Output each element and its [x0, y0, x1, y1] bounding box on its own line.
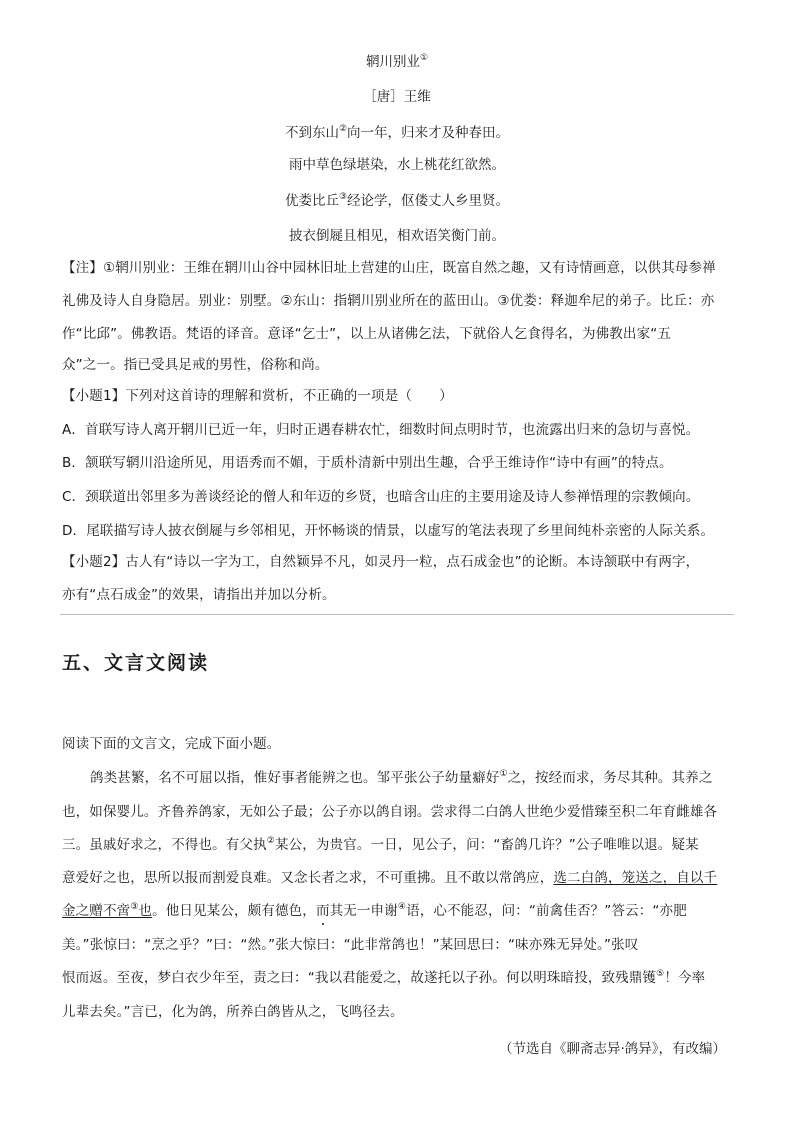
- section-divider: [60, 614, 734, 615]
- footnote-marker: ⑤: [656, 969, 665, 979]
- note-line: 作“比邱”。佛教语。梵语的译音。意译“乞士”，以上从诸佛乞法，下就俗人乞食得名，为佛教出家“五: [62, 326, 672, 342]
- option-c: C．颈联道出邻里多为善谈经论的僧人和年迈的乡贤，也暗含山庄的主要用途及诗人参禅悟理的宗教倾向。: [62, 489, 700, 505]
- note-line: 【注】①辋川别业：王维在辋川山谷中园林旧址上营建的山庄，既富自然之趣，又有诗情画意，以供其母参禅: [62, 260, 716, 276]
- footnote-marker: ④: [397, 902, 407, 912]
- passage-line: 美。”张惊曰：“烹之乎？”曰：“然。”张大惊曰：“此非常鸽也！”某回思曰：“味亦殊无异处。”张叹: [62, 937, 639, 953]
- passage-line: 儿辈去矣。”言已，化为鸽，所养白鸽皆从之，飞鸣径去。: [62, 1004, 404, 1020]
- poem-author: ［唐］王维: [363, 89, 431, 105]
- poem-line: 优娄比丘③经论学，伛偻丈人乡里贤。: [284, 192, 510, 209]
- poem-line: 披衣倒屣且相见，相欢语笑衡门前。: [289, 228, 505, 244]
- passage-line: 意爱好之也，思所以报而割爱良难。又念长者之求，不可重拂。且不敢以常鸽应，选二白鸽，笼送之，自以千: [62, 870, 718, 886]
- option-d: D．尾联描写诗人披衣倒屣与乡邻相见，开怀畅谈的情景，以虚写的笔法表现了乡里间纯朴亲密的人际关系。: [62, 523, 715, 539]
- question-stem: 【小题1】下列对这首诗的理解和赏析，不正确的一项是（ ）: [62, 388, 453, 404]
- passage-line: 金之赠不啻③也。他日见某公，颇有德色，而其无一申谢④语，心不能忍，问：“前禽佳否？”答云：“亦肥: [62, 902, 687, 919]
- passage-line: 鸽类甚繁，名不可屈以指，惟好事者能辨之也。邹平张公子幼量癖好①之，按经而求，务尽其种。其养之: [90, 769, 713, 786]
- poem-title: 辋川别业①: [365, 53, 429, 70]
- option-a: A．首联写诗人离开辋川已近一年，归时正遇春耕农忙，细数时间点明时节，也流露出归来的急切与喜悦。: [62, 422, 700, 438]
- note-line: 众”之一。指已受具足戒的男性，俗称和尚。: [62, 357, 329, 373]
- option-b: B．颔联写辋川沿途所见，用语秀而不媚，于质朴清新中别出生趣，合乎王维诗作“诗中有画”的特点。: [62, 455, 673, 471]
- footnote-marker: ③: [130, 902, 139, 912]
- footnote-marker: ②: [338, 124, 348, 134]
- footnote-marker: ①: [499, 769, 508, 779]
- poem-line: 雨中草色绿堪染，水上桃花红欲然。: [289, 157, 505, 173]
- footnote-marker: ③: [338, 192, 348, 202]
- note-line: 礼佛及诗人自身隐居。别业：别墅。②东山：指辋川别业所在的蓝田山。③优娄：释迦牟尼的弟子。比丘：亦: [62, 293, 715, 309]
- passage-line: 恨而返。至夜，梦白衣少年至，责之曰：“我以君能爱之，故遂托以子孙。何以明珠暗投，致残鼎镬⑤！今率: [62, 969, 706, 986]
- passage-line: 三。虽戚好求之，不得也。有父执②某公，为贵官。一日，见公子，问：“畜鸽几许？”公子唯唯以退。疑某: [62, 836, 699, 853]
- section-heading: 五、文言文阅读: [62, 652, 210, 674]
- question-stem: 【小题2】古人有“诗以一字为工，自然颖异不凡，如灵丹一粒，点石成金也”的论断。本诗颔联中有两字，: [62, 554, 700, 570]
- footnote-marker: ②: [266, 836, 275, 846]
- poem-line: 不到东山②向一年，归来才及种春田。: [284, 124, 510, 141]
- instruction: 阅读下面的文言文，完成下面小题。: [62, 736, 281, 752]
- underlined-text: 金之赠不啻③也: [62, 902, 153, 919]
- passage-line: 也，如保婴儿。齐鲁养鸽家，无如公子最；公子亦以鸽自诩。尝求得二白鸽人世绝少爱惜臻至积二年育雌雄各: [62, 804, 718, 820]
- footnote-marker: ①: [419, 53, 429, 63]
- emphasis-dot-char: 而: [315, 903, 330, 919]
- source-citation: （节选自《聊斋志异·鸽异》，有改编）: [498, 1041, 726, 1057]
- underlined-text: 选二白鸽，笼送之，自以千: [553, 870, 718, 886]
- question-stem-continued: 亦有“点石成金”的效果，请指出并加以分析。: [62, 587, 336, 603]
